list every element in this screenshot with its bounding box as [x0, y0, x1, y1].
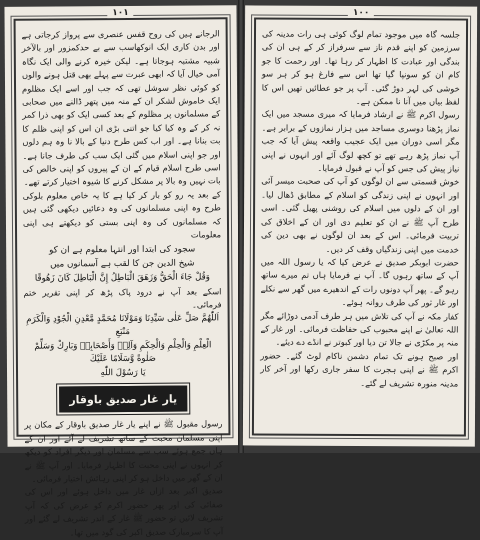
- poetry-verse: شیخ الدین جن کا لقب ہے آسمانوں میں: [50, 257, 195, 270]
- quran-verse: وَقُلْ جَاءَ الْحَقُّ وَزَهَقَ الْبَاطِلُ إِنَّ الْبَاطِلَ كَانَ زَهُوقًا: [34, 271, 210, 284]
- left-page: [4, 5, 239, 537]
- left-page-body: [21, 27, 224, 537]
- paragraph: خوش قسمتی سے ان لوگوں کو آپ کی صحبت میسر آئی اور انہوں نے اپنی زندگی کو اسلام کے مطابق ڈھال لیا۔ اور ان کے دلوں میں اسلام کی روشنی پھیل گئی۔ اسی طرح آپ ﷺ نے ان کو تعلیم دی اور ان کے اخلاق کی تربیت فرمائی۔ اس کے بعد ان لوگوں نے بھی دین کی خدمت میں اپنی زندگیاں وقف کر دیں۔: [260, 175, 460, 255]
- paragraph: کے بعد یہ رو کو بار کر کیا ہے کا یہ خاص معلوم بلوکی طرح وہ اپنی مسلمانوں کی وہ دعائیں دیکھی گئی ہیں کہ مسلمانوں کی وہ اپنی بستی کو دیکھتے ہی اپنی معلومات: [22, 189, 222, 240]
- section-heading: یار غار صدیق باوقار: [59, 386, 187, 413]
- page-number: ۱۰۱: [107, 8, 134, 18]
- durood-line: اَللّٰهُمَّ صَلِّ عَلٰى سَيِّدِنَا وَمَوْلَانَا مُحَمَّدٍ مَّعْدِنِ الْجُوْدِ وَالْكَرَمِ مَنْبَعِ: [26, 313, 220, 338]
- durood-line: يَا رَسُوْلَ اللّٰهِ: [100, 368, 146, 379]
- paragraph: جلسہ گاہ میں موجود تمام لوگ کوئی ہی رات مدینہ کی سرزمین کو اپنے قدم ناز سے سرفراز کر کے ہی ان کی بندگی اور عبادت کا اظہار کر رہا تھا۔ اور رحمت کا جو کام ان کو سونپا گیا تھا اس سے فارغ ہو کر ہر سو خوشی کی لہر دوڑ گئی۔ آپ پر جو عطائیں تھیں اس کا لفظ بیاں میں آنا نا ممکن ہے۔: [261, 28, 461, 107]
- paragraph: صدیق اکبر بعد ازاں غار میں داخل ہوئے اور اس کی صفائی کی اور پھر حضور اکرم کو عرض کی کہ آپ تشریف لائیں تو حضور ﷺ غار کے اندر تشریف لے گئے اور آپ کا سرمبارک صدیق اکبر کی گود میں تھا۔: [24, 485, 224, 537]
- durood-line: الْعِلْمِ وَالْحِلْمِ وَالْحِكَمِ وَآلِهٖ وَأَصْحَابِهٖ وَبَارِكْ وَسَلِّمْ صَلٰوةً وَّسَلَامًا عَلَيْكَ: [34, 340, 212, 365]
- paragraph: کفار مکہ نے آپ کی تلاش میں ہر طرف آدمی دوڑائے مگر اللہ تعالیٰ نے اپنے محبوب کی حفاظت فرمائی۔ اور غار کے منہ پر مکڑی نے جالا تن دیا اور کبوتر نے انڈے دے دیئے۔: [260, 310, 459, 348]
- poetry-verse: سجود کی ابتدا اور انتہا معلوم ہے ان کو: [49, 243, 196, 256]
- paragraph: الرجانے ہیں کی روح قفس عنصری سے پرواز کرجاتی ہے اور بدن کاری ایک انوکھاسب سے بے حدکمزور اور بالآخر شبیہ مشتبہ ہوجاتا ہے۔ لیکن خیرہ کرنے والی ایک نگاہ آمی خیال آیا کہ ابھی عبرت سے پہلے بھی قتل ہونے والوں کو کوئی نظر سوشل تھی کہ جب اور اسے ایک مظلوم ایک خاموش لشکر ان کے منہ میں پتھر ڈالنے میں صحابی کے مسلمانوں پر مظلوم کے بعد کسی ایک کو بھی ذرا کمر نہ کر کے وہ کیا کیا جو اتنی بڑی ان اس کو اپنی ظلم کا بت بنانا ہے۔ اور اب کس طرح دنیا کے بالا نا وہ ہم دلوں اور جو اپنی اسلام میں گئی ایک سب کی طرف جانا ہے۔ اسی طرح اسلام قیام کے ان کے پیروں کو اپنی خالص کی بات نہیں وہ بالا پر مشکل کرنے کا شیوہ اختیار کرتے تھے۔: [21, 28, 221, 188]
- right-page: [243, 5, 477, 446]
- right-page-body: [260, 27, 460, 428]
- page-number: ۱۰۰: [348, 8, 375, 18]
- right-page-border: [252, 17, 468, 436]
- paragraph: حضرت ابوبکر صدیق نے عرض کیا کہ یا رسول اللہ میں آپ کے ساتھ رہوں گا۔ آپ نے فرمایا ہاں تم میرے ساتھ رہو گے۔ پھر آپ دونوں رات کے اندھیرے میں گھر سے نکلے اور غار ثور کی طرف روانہ ہوئے۔: [260, 256, 459, 308]
- paragraph: رسول مقبول ﷺ نے اپنے یار غار صدیق باوقار کے مکان پر اپنی مسلمان محبت کے ساتھ تشریف لے آئے اور ان کے ہاں جمع ہوئے سب سے مسلمان اور دیگر افراد کو دیکھ کر انہوں نے اپنی محبت کا اظہار فرمایا۔ اور آپ ﷺ نے ان کے گھر میں داخل ہو کر اپنی رہائش اختیار فرمائی۔: [24, 418, 223, 484]
- left-page-border: [14, 17, 231, 537]
- paragraph: اور صبح ہونے تک تمام دشمن ناکام لوٹ گئے۔ حضور اکرم ﷺ نے اپنی ہجرت کا سفر جاری رکھا اور آخر کار مدینہ منورہ تشریف لے گئے۔: [260, 350, 459, 389]
- paragraph: اسکے بعد آپ نے درود پاک پڑھ کر اپنی تقریر ختم فرمائی۔: [23, 285, 222, 310]
- paragraph: رسول اکرم ﷺ نے ارشاد فرمایا کہ میری مسجد میں ایک نماز پڑھنا دوسری مساجد میں ہزار نمازوں کے برابر ہے۔ مگر اسی دوران میں ایک عجیب واقعہ پیش آیا کہ جب آپ نماز پڑھ رہے تھے تو کچھ لوگ آئے اور انہوں نے اپنی نیاز پیش کی جس کو آپ نے قبول فرمایا۔: [261, 108, 460, 174]
